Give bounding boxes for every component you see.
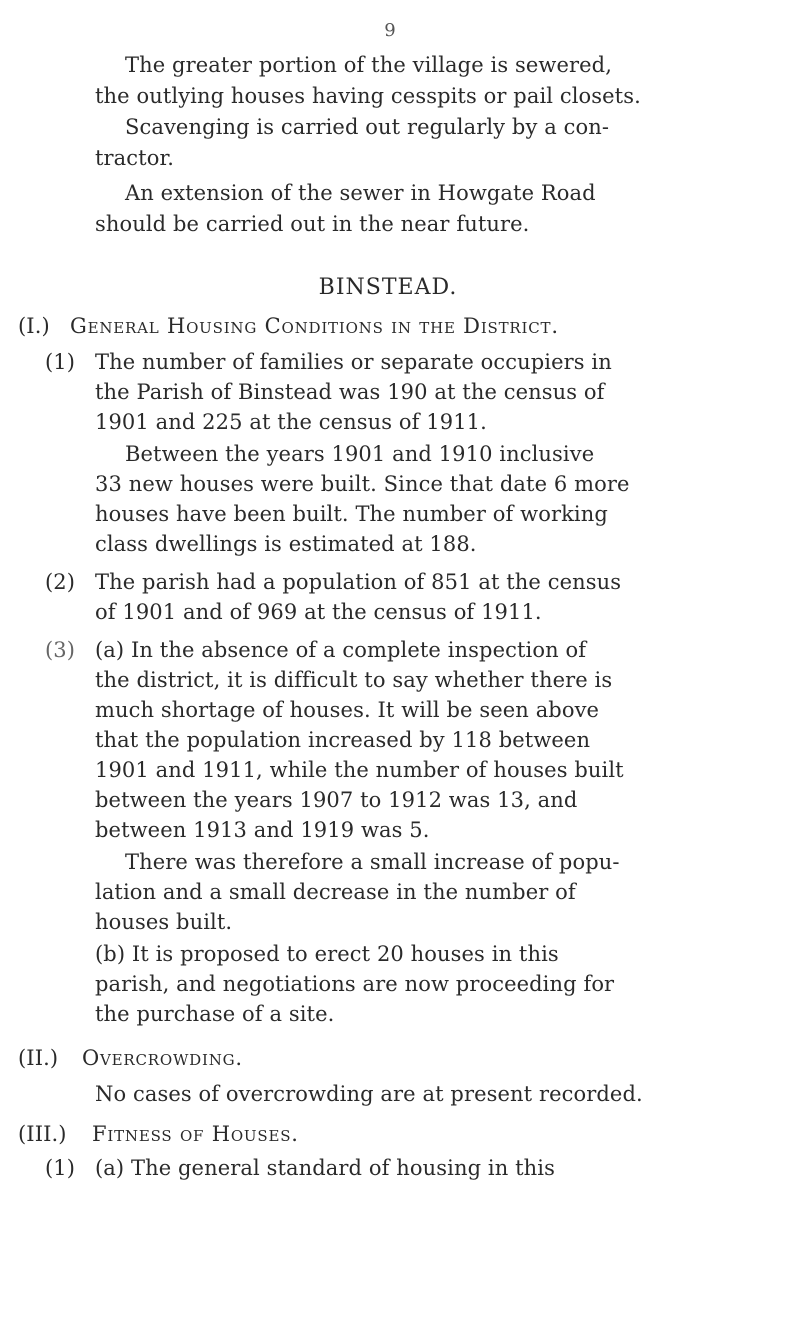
item-3-number: (3) [45,638,76,662]
section-3-line: (a) The general standard of housing in this [95,1156,555,1180]
intro-line-5: An extension of the sewer in Howgate Road [125,181,596,205]
item-2-number: (2) [45,570,76,594]
section-2-numeral: (II.) [18,1046,59,1070]
section-title: BINSTEAD. [318,275,458,300]
item-3-line-9: lation and a small decrease in the number of [95,880,576,904]
item-2-line-2: of 1901 and of 969 at the census of 1911. [95,600,542,624]
item-1-line-5: 33 new houses were built. Since that date 6 more [95,472,630,496]
intro-line-4: tractor. [95,146,175,170]
section-3-number: (1) [45,1156,76,1180]
item-3-line-3: much shortage of houses. It will be seen above [95,698,600,722]
section-2-heading: Overcrowding. [82,1046,243,1070]
item-1-line-4: Between the years 1901 and 1910 inclusive [125,442,595,466]
intro-line-2: the outlying houses having cesspits or pail closets. [95,84,641,108]
section-2-line: No cases of overcrowding are at present recorded. [95,1082,643,1106]
item-1-number: (1) [45,350,76,374]
item-3-line-12: parish, and negotiations are now proceeding for [95,972,615,996]
item-3-line-7: between 1913 and 1919 was 5. [95,818,430,842]
section-3-numeral: (III.) [18,1122,67,1146]
item-3-line-13: the purchase of a site. [95,1002,335,1026]
section-1-heading: General Housing Conditions in the District. [70,314,559,338]
section-1-numeral: (I.) [18,314,50,338]
item-3-line-4: that the population increased by 118 between [95,728,591,752]
intro-line-3: Scavenging is carried out regularly by a con- [125,115,610,139]
section-3-heading: Fitness of Houses. [92,1122,299,1146]
item-1-line-3: 1901 and 225 at the census of 1911. [95,410,487,434]
intro-line-1: The greater portion of the village is sewered, [125,53,612,77]
item-3-line-5: 1901 and 1911, while the number of houses built [95,758,624,782]
item-1-line-6: houses have been built. The number of working [95,502,608,526]
item-3-line-2: the district, it is difficult to say whether there is [95,668,613,692]
page-number: 9 [384,20,396,41]
intro-line-6: should be carried out in the near future. [95,212,530,236]
item-3-line-8: There was therefore a small increase of popu- [125,850,620,874]
item-1-line-1: The number of families or separate occupiers in [95,350,612,374]
item-2-line-1: The parish had a population of 851 at the census [95,570,622,594]
item-3-line-11: (b) It is proposed to erect 20 houses in this [95,942,559,966]
item-3-line-1: (a) In the absence of a complete inspection of [95,638,587,662]
item-1-line-2: the Parish of Binstead was 190 at the census of [95,380,605,404]
item-1-line-7: class dwellings is estimated at 188. [95,532,477,556]
item-3-line-6: between the years 1907 to 1912 was 13, and [95,788,578,812]
item-3-line-10: houses built. [95,910,233,934]
